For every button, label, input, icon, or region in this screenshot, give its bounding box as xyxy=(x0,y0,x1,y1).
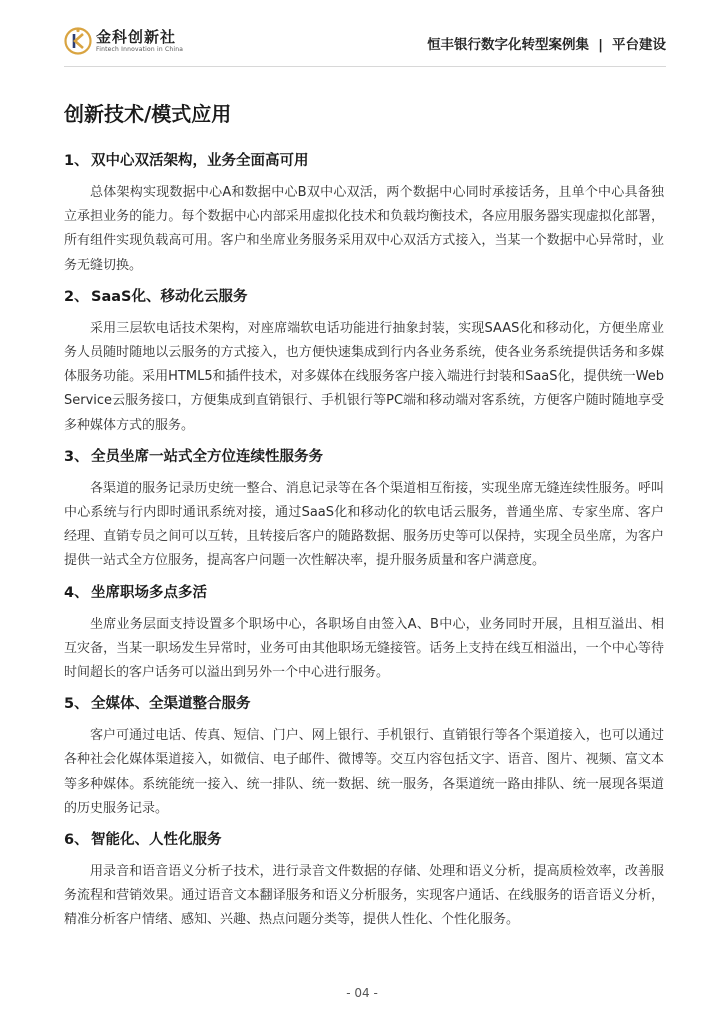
logo-chinese-name: 金科创新社 xyxy=(96,27,177,46)
section-body: 坐席业务层面支持设置多个职场中心，各职场自由签入A、B中心，业务同时开展，且相互溢出、相互灾备，当某一职场发生异常时，业务可由其他职场无缝接管。话务上支持在线互相溢出，一个中心等待时间超长的客户话务可以溢出到另外一个中心进行服务。 xyxy=(64,616,664,681)
section-number: 6、 xyxy=(64,832,89,849)
section-heading xyxy=(64,284,664,310)
page-title: 创新技术/模式应用 xyxy=(64,102,232,126)
section-heading xyxy=(64,580,664,606)
header-title xyxy=(427,33,666,53)
section-heading xyxy=(64,148,664,174)
section-multi-site xyxy=(64,580,664,686)
section-one-stop-service xyxy=(64,444,664,574)
header-divider xyxy=(64,66,666,67)
section-number: 3、 xyxy=(64,448,89,465)
section-body: 客户可通过电话、传真、短信、门户、网上银行、手机银行、直销银行等各个渠道接入，也可以通过各种社会化媒体渠道接入，如微信、电子邮件、微博等。交互内容包括文字、语音、图片、视频、富文本等多种媒体。系统能统一接入、统一排队、统一数据、统一服务，各渠道统一路由排队、统一展现各渠道的历史服务记录。 xyxy=(64,728,664,816)
section-title: 坐席职场多点多活 xyxy=(91,584,207,601)
section-number: 5、 xyxy=(64,696,89,713)
section-title: SaaS化、移动化云服务 xyxy=(91,288,248,305)
document-title: 恒丰银行数字化转型案例集 xyxy=(427,37,590,53)
section-omni-channel xyxy=(64,691,664,821)
section-dual-center xyxy=(64,148,664,278)
header-separator: | xyxy=(598,37,603,53)
section-intelligent-service xyxy=(64,827,664,933)
section-number: 4、 xyxy=(64,584,89,601)
section-name: 平台建设 xyxy=(612,37,666,53)
kcx-logo-icon xyxy=(64,27,92,55)
section-title: 双中心双活架构，业务全面高可用 xyxy=(91,153,309,169)
logo-english-name: Fintech Innovation in China xyxy=(96,45,184,53)
section-body: 总体架构实现数据中心A和数据中心B双中心双活，两个数据中心同时承接话务，且单个中心具备独立承担业务的能力。每个数据中心内部采用虚拟化技术和负载均衡技术，各应用服务器实现虚拟化部署，所有组件实现负载高可用。客户和坐席业务服务采用双中心双活方式接入，当某一个数据中心异常时，业务无缝切换。 xyxy=(64,185,664,273)
section-number: 1、 xyxy=(64,153,89,169)
section-body: 各渠道的服务记录历史统一整合、消息记录等在各个渠道相互衔接，实现坐席无缝连续性服务。呼叫中心系统与行内即时通讯系统对接，通过SaaS化和移动化的软电话云服务，普通坐席、专家坐席、客户经理、直销专员之间可以互转，且转接后客户的随路数据、服务历史等可以保持，实现全员坐席，为客户提供一站式全方位服务，提高客户问题一次性解决率，提升服务质量和客户满意度。 xyxy=(64,480,664,569)
section-body: 采用三层软电话技术架构，对座席端软电话功能进行抽象封装，实现SAAS化和移动化，方便坐席业务人员随时随地以云服务的方式接入，也方便快速集成到行内各业务系统，使各业务系统提供话务和多媒体服务功能。采用HTML5和插件技术，对多媒体在线服务客户接入端进行封装和SaaS化，提供统一WebService云服务接口，方便集成到直销银行、手机银行等PC端和移动端对客系统，方便客户随时随地享受多种媒体方式的服务。 xyxy=(64,320,664,433)
page-header xyxy=(0,0,724,75)
section-title: 智能化、人性化服务 xyxy=(91,832,222,849)
page-number: - 04 - xyxy=(346,986,378,1000)
section-number: 2、 xyxy=(64,288,89,305)
section-saas-cloud xyxy=(64,284,664,438)
section-heading xyxy=(64,444,664,470)
brand-logo xyxy=(64,25,183,57)
main-content xyxy=(64,100,664,939)
section-heading xyxy=(64,691,664,717)
section-heading xyxy=(64,827,664,853)
section-title: 全媒体、全渠道整合服务 xyxy=(91,696,251,713)
section-title: 全员坐席一站式全方位连续性服务务 xyxy=(91,448,323,465)
section-body: 用录音和语音语义分析子技术，进行录音文件数据的存储、处理和语义分析，提高质检效率，改善服务流程和营销效果。通过语音文本翻译服务和语义分析服务，实现客户通话、在线服务的语音语义分析，精准分析客户情绪、感知、兴趣、热点问题分类等，提供人性化、个性化服务。 xyxy=(64,864,664,928)
